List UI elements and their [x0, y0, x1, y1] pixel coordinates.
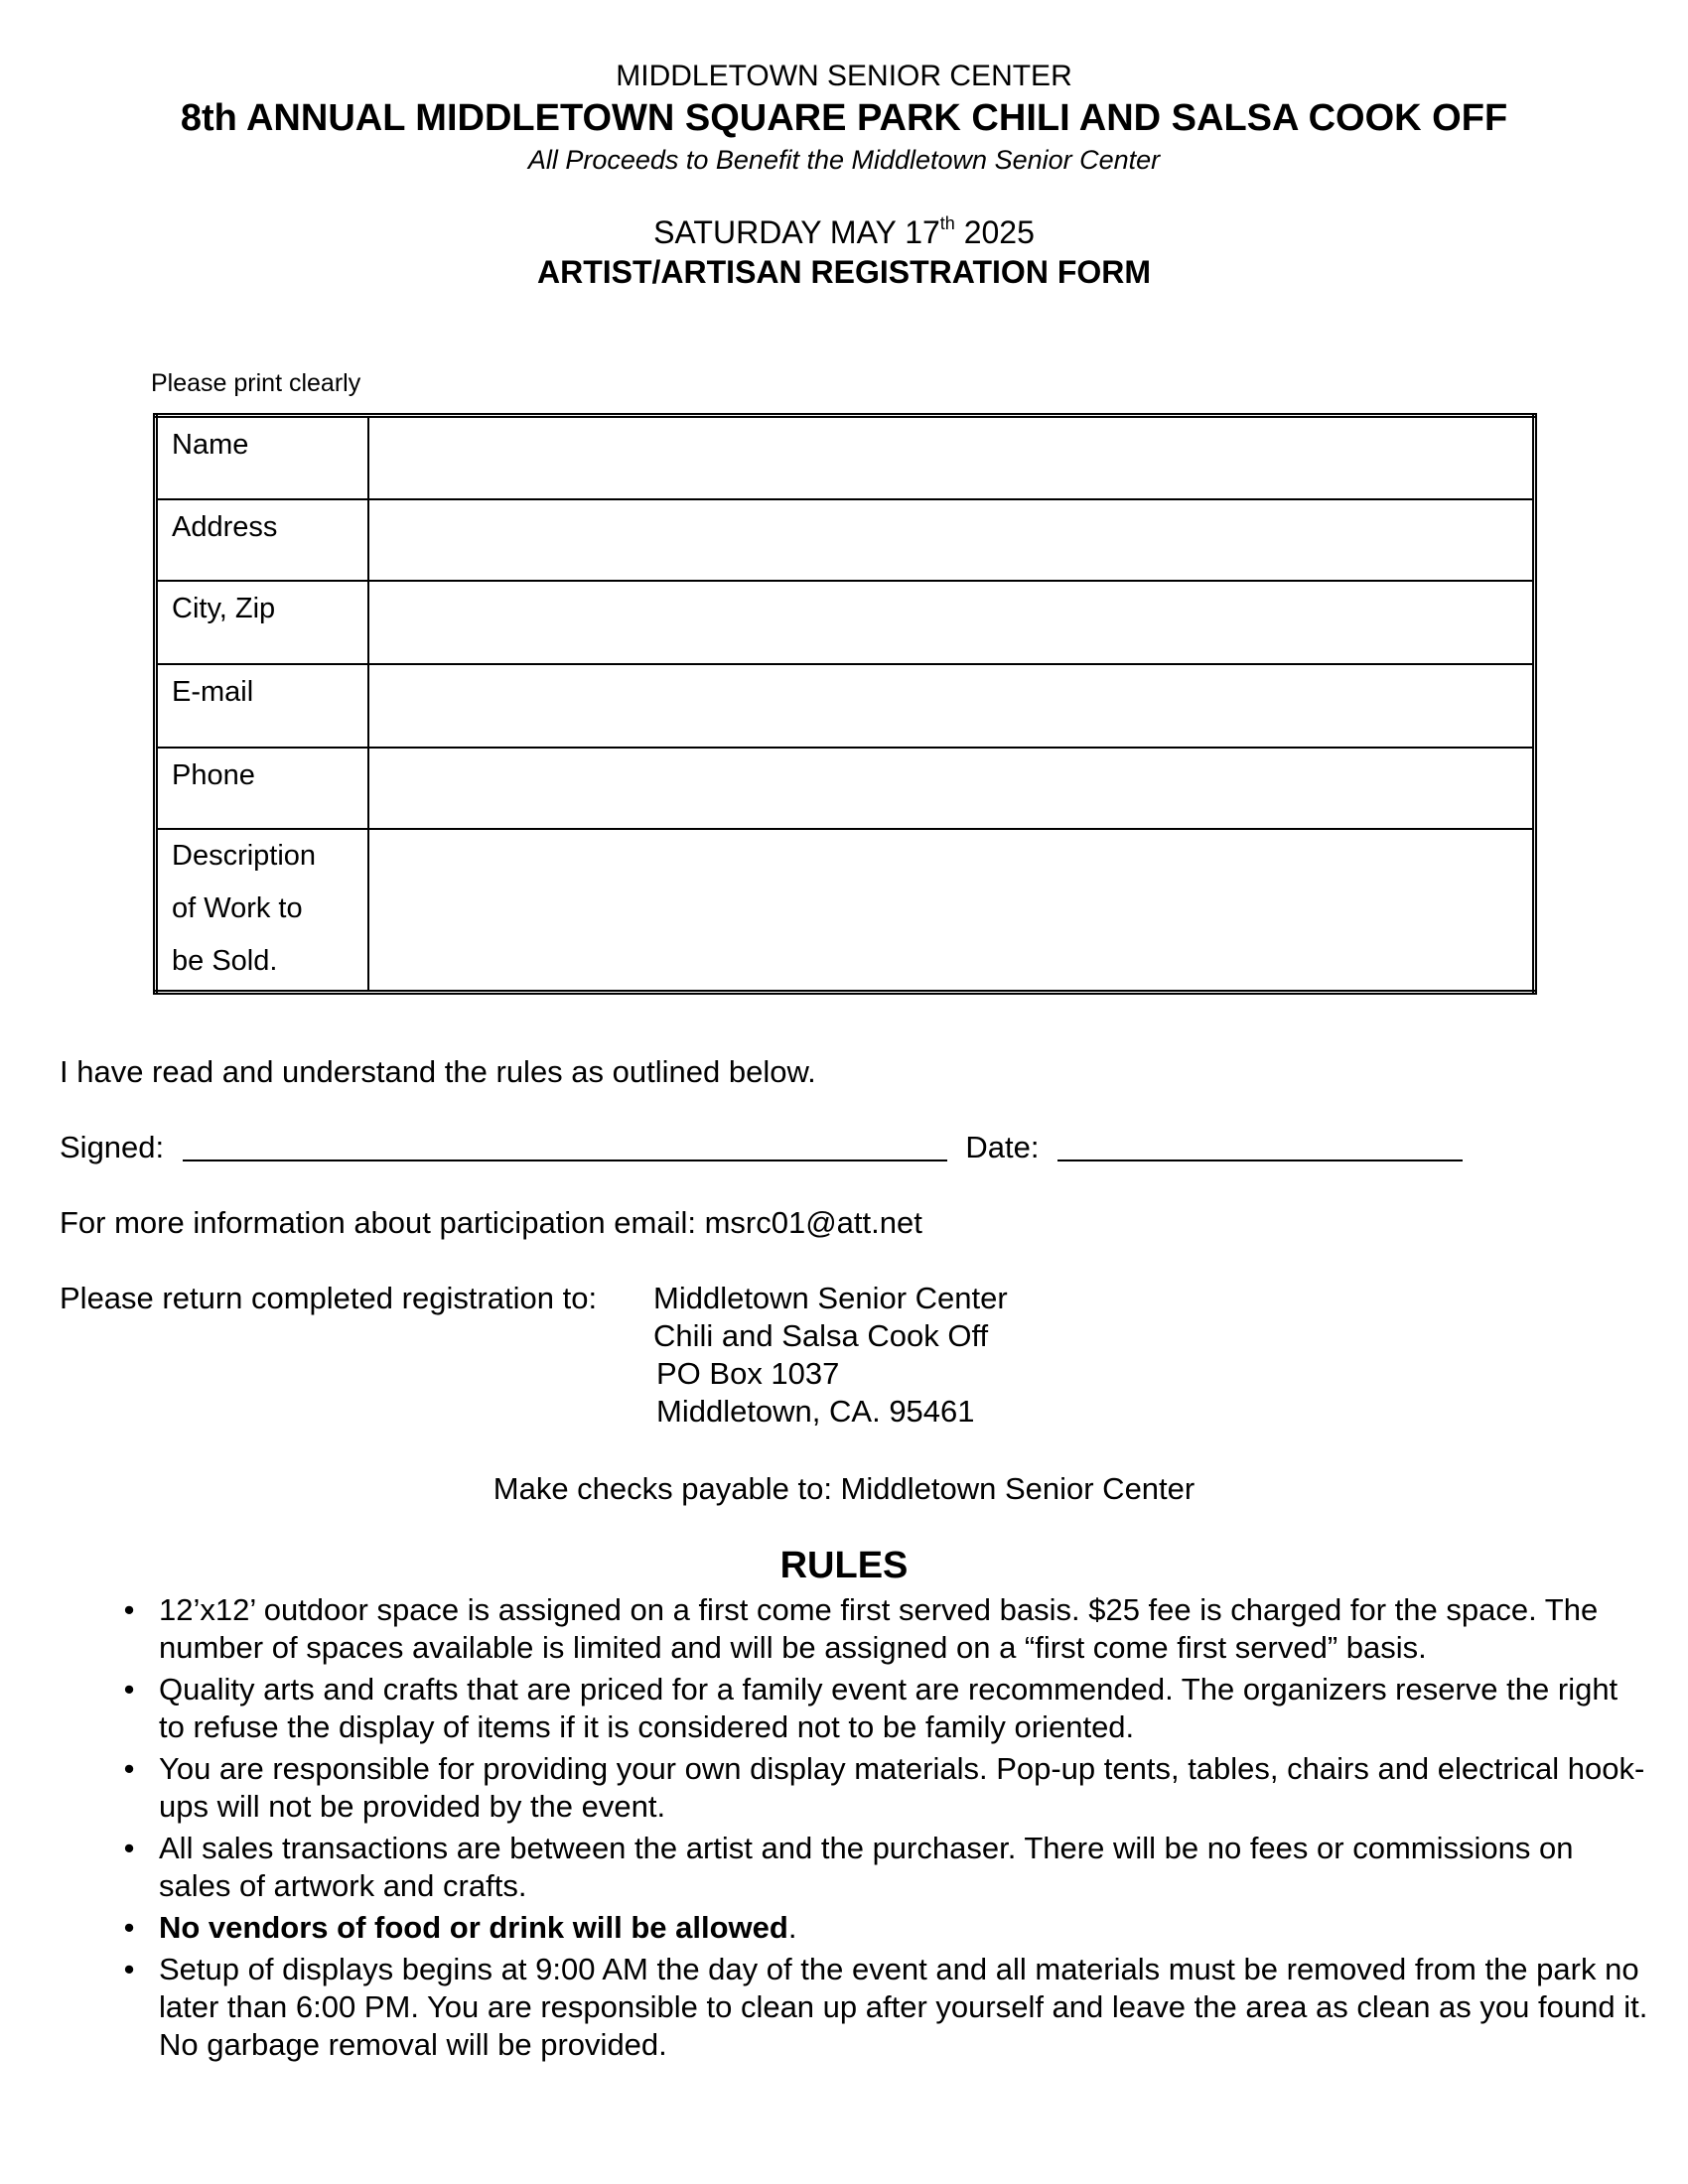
- bullet-icon: •: [123, 1592, 135, 1627]
- return-address-line: Middletown, CA. 95461: [656, 1394, 975, 1429]
- name-field[interactable]: [368, 416, 1535, 499]
- return-address-line: Middletown Senior Center: [653, 1281, 1008, 1315]
- event-date-text: SATURDAY MAY 17: [653, 214, 940, 250]
- rule-item: [119, 1830, 1648, 1905]
- rule-text-bold: No vendors of food or drink will be allowed: [159, 1910, 788, 1945]
- checks-payable: Make checks payable to: Middletown Senior Center: [492, 1471, 1196, 1506]
- description-label-line: of Work to: [172, 891, 303, 924]
- rule-text: Quality arts and crafts that are priced for a family event are recommended. The organizers reserve the right to refuse the display of items if it is considered not to be family oriented.: [159, 1672, 1618, 1744]
- rule-item: [119, 1750, 1648, 1826]
- acknowledgement: I have read and understand the rules as outlined below.: [60, 1054, 816, 1089]
- rule-text: All sales transactions are between the artist and the purchaser. There will be no fees or commissions on sales of artwork and crafts.: [159, 1831, 1574, 1903]
- rule-text-tail: .: [787, 1910, 797, 1945]
- event-date-suffix: th: [939, 213, 955, 233]
- org-name: MIDDLETOWN SENIOR CENTER: [616, 60, 1072, 92]
- rules-list: [119, 1591, 1648, 2068]
- print-note: Please print clearly: [151, 369, 361, 397]
- rule-text: You are responsible for providing your own display materials. Pop-up tents, tables, chairs and electrical hook-ups will not be provided by the event.: [159, 1751, 1645, 1824]
- rule-text: 12’x12’ outdoor space is assigned on a first come first served basis. $25 fee is charged for the space. The number of spaces available is limited and will be assigned on a “first come first served” basis.: [159, 1592, 1599, 1665]
- bullet-icon: •: [123, 1751, 135, 1786]
- description-label: [156, 829, 369, 993]
- name-label: Name: [156, 416, 369, 499]
- description-label-line: be Sold.: [172, 944, 278, 977]
- phone-label: Phone: [156, 748, 369, 829]
- address-field[interactable]: [368, 499, 1535, 581]
- form-title: ARTIST/ARTISAN REGISTRATION FORM: [536, 254, 1152, 290]
- return-address-line: PO Box 1037: [656, 1356, 840, 1391]
- phone-field[interactable]: [368, 748, 1535, 829]
- email-label: E-mail: [156, 664, 369, 748]
- address-label: Address: [156, 499, 369, 581]
- city-zip-field[interactable]: [368, 581, 1535, 664]
- city-zip-label: City, Zip: [156, 581, 369, 664]
- rule-item: [119, 1909, 1648, 1947]
- date-label: Date:: [965, 1130, 1040, 1164]
- rules-title: RULES: [779, 1545, 909, 1586]
- event-date-year: 2025: [954, 214, 1035, 250]
- date-line[interactable]: [1057, 1130, 1463, 1161]
- bullet-icon: •: [123, 1831, 135, 1865]
- return-label: Please return completed registration to:: [60, 1281, 598, 1315]
- description-label-line: Description: [172, 839, 317, 872]
- rule-item: [119, 1591, 1648, 1667]
- event-date: [0, 214, 1688, 251]
- signature-line[interactable]: [183, 1130, 947, 1161]
- rule-item: [119, 1951, 1648, 2064]
- signed-label: Signed:: [60, 1130, 165, 1164]
- bullet-icon: •: [123, 1910, 135, 1945]
- signature-row: [60, 1130, 1463, 1165]
- event-subtitle: All Proceeds to Benefit the Middletown Senior Center: [527, 145, 1161, 175]
- event-title: 8th ANNUAL MIDDLETOWN SQUARE PARK CHILI AND SALSA COOK OFF: [180, 97, 1508, 139]
- rule-text: Setup of displays begins at 9:00 AM the day of the event and all materials must be removed from the park no later than 6:00 PM. You are responsible to clean up after yourself and leave the area as clean as you found it. No garbage removal will be provided.: [159, 1952, 1648, 2062]
- registration-table: [153, 413, 1537, 995]
- return-address-line: Chili and Salsa Cook Off: [653, 1318, 989, 1353]
- bullet-icon: •: [123, 1952, 135, 1986]
- contact-info: For more information about participation email: msrc01@att.net: [60, 1205, 922, 1240]
- email-field[interactable]: [368, 664, 1535, 748]
- rule-item: [119, 1671, 1648, 1746]
- description-field[interactable]: [368, 829, 1535, 993]
- bullet-icon: •: [123, 1672, 135, 1706]
